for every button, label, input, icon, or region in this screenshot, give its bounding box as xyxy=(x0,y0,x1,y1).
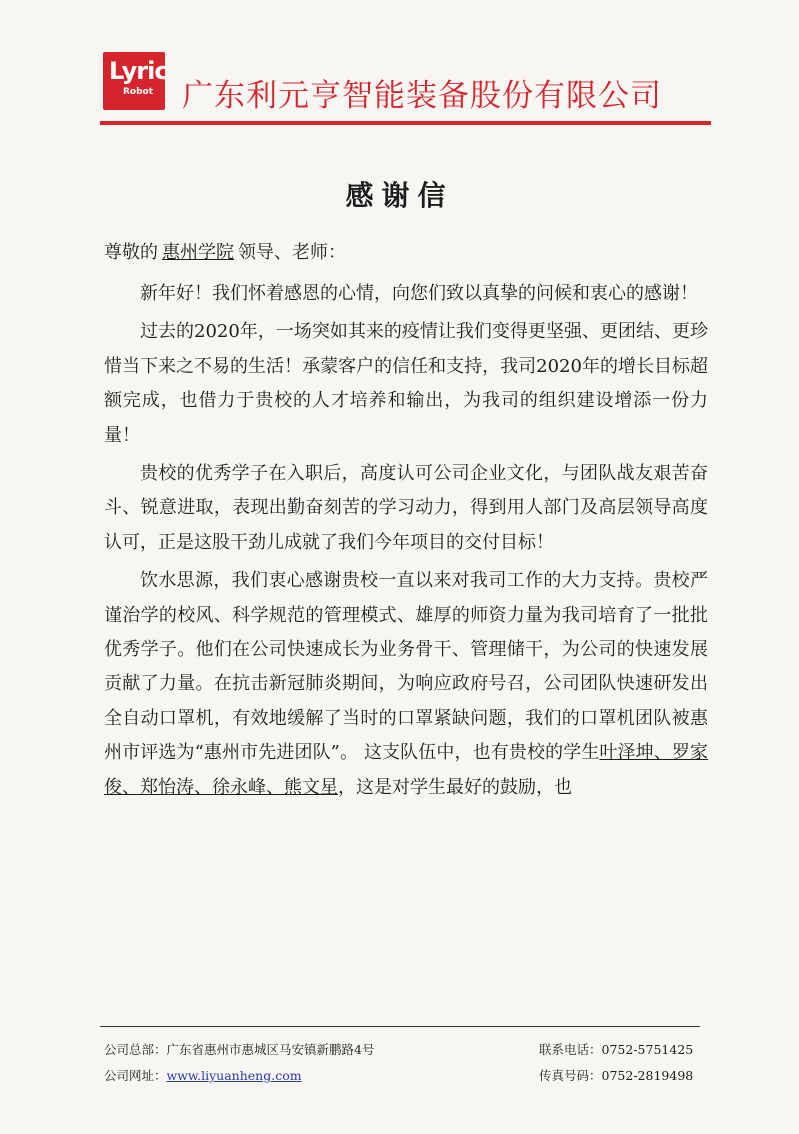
paragraph-3: 贵校的优秀学子在入职后，高度认可公司企业文化，与团队战友艰苦奋斗、锐意进取，表现出勤奋刻苦的学习动力，得到用人部门及高层领导高度认可，正是这股干劲儿成就了我们今年项目的交付目标！ xyxy=(104,463,708,553)
phone-value: 0752-5751425 xyxy=(601,1042,694,1057)
phone-label: 联系电话： xyxy=(539,1042,602,1057)
footer-address xyxy=(104,1040,374,1058)
company-logo xyxy=(103,52,168,110)
student-names: 叶泽坤、罗家俊、郑怡涛、徐永峰、熊文星 xyxy=(104,742,709,798)
letter-title: 感谢信 xyxy=(345,179,454,212)
address-value: 广东省惠州市惠城区马安镇新鹏路4号 xyxy=(166,1042,375,1057)
footer-phone xyxy=(539,1040,693,1058)
website-label: 公司网址： xyxy=(104,1068,167,1083)
header-divider xyxy=(100,121,711,125)
paragraph-4-text: 饮水思源，我们衷心感谢贵校一直以来对我司工作的大力支持。贵校严谨治学的校风、科学规范的管理模式、雄厚的师资力量为我司培育了一批批优秀学子。他们在公司快速成长为业务骨干、管理储干，为公司的快速发展贡献了力量。在抗击新冠肺炎期间，为响应政府号召，公司团队快速研发出全自动口罩机，有效地缓解了当时的口罩紧缺问题，我们的口罩机团队被惠州市评选为“惠州市先进团队”。 这支队伍中，也有贵校的学生 xyxy=(104,570,708,764)
salutation xyxy=(104,238,346,264)
logo-text: Lyric xyxy=(109,57,168,85)
paragraph-4-tail: ，这是对学生最好的鼓励，也 xyxy=(338,776,572,798)
footer-website xyxy=(104,1066,302,1084)
salutation-school: 惠州学院 xyxy=(162,242,234,263)
salutation-prefix: 尊敬的 xyxy=(104,242,158,263)
paragraph-2: 过去的2020年，一场突如其来的疫情让我们变得更坚强、更团结、更珍惜当下来之不易的生活！承蒙客户的信任和支持，我司2020年的增长目标超额完成，也借力于贵校的人才培养和输出，为我司的组织建设增添一份力量！ xyxy=(104,321,708,446)
paragraph-1: 新年好！我们怀着感恩的心情，向您们致以真挚的问候和衷心的感谢！ xyxy=(140,283,698,304)
footer-fax xyxy=(539,1066,693,1084)
company-name: 广东利元亨智能装备股份有限公司 xyxy=(182,78,662,114)
salutation-suffix: 领导、老师： xyxy=(238,242,346,263)
footer-divider xyxy=(100,1026,700,1027)
letter-body xyxy=(104,277,708,809)
website-link[interactable]: www.liyuanheng.com xyxy=(166,1068,302,1083)
paragraph-4 xyxy=(104,564,708,805)
address-label: 公司总部： xyxy=(104,1042,167,1057)
logo-subtext: Robot xyxy=(123,87,154,97)
fax-value: 0752-2819498 xyxy=(601,1068,694,1083)
fax-label: 传真号码： xyxy=(539,1068,602,1083)
